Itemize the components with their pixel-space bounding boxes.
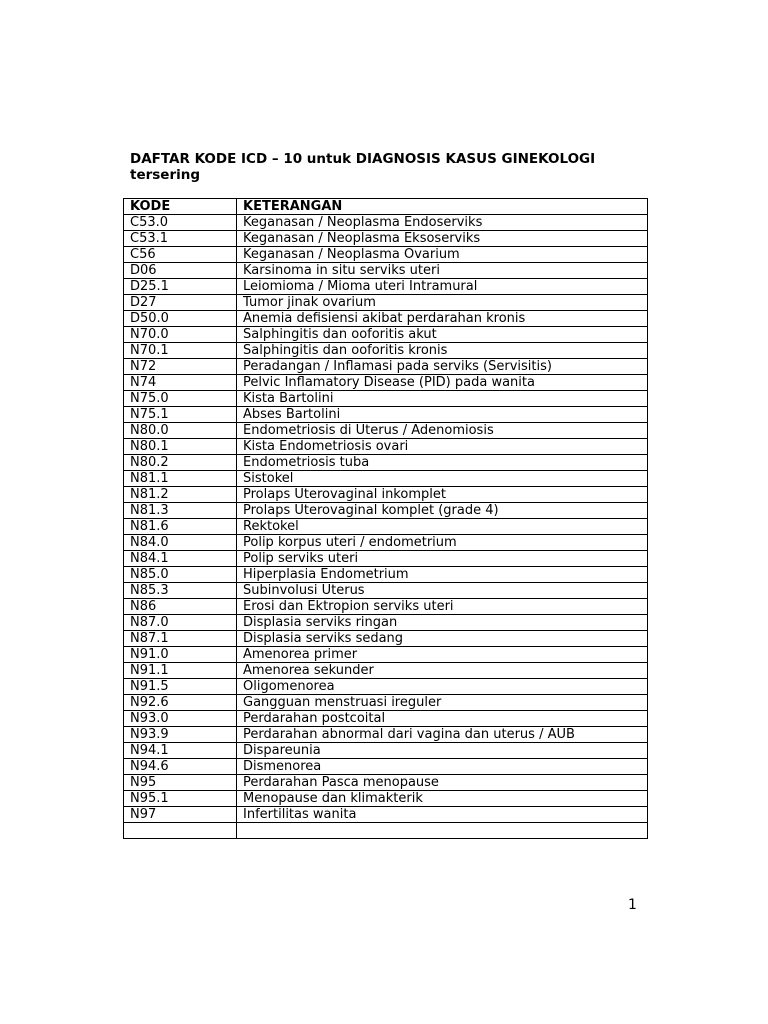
- cell-kode: N86: [124, 599, 237, 615]
- cell-kode: [124, 823, 237, 839]
- cell-kode: N91.1: [124, 663, 237, 679]
- cell-kode: N81.6: [124, 519, 237, 535]
- cell-kode: N95: [124, 775, 237, 791]
- cell-kode: N84.1: [124, 551, 237, 567]
- table-row: [124, 247, 648, 263]
- table-row: [124, 679, 648, 695]
- cell-keterangan: Karsinoma in situ serviks uteri: [237, 263, 648, 279]
- cell-keterangan: Dispareunia: [237, 743, 648, 759]
- cell-kode: N94.1: [124, 743, 237, 759]
- cell-keterangan: Subinvolusi Uterus: [237, 583, 648, 599]
- cell-kode: N80.0: [124, 423, 237, 439]
- table-row: [124, 791, 648, 807]
- cell-keterangan: Sistokel: [237, 471, 648, 487]
- cell-kode: C53.0: [124, 215, 237, 231]
- cell-kode: N81.1: [124, 471, 237, 487]
- cell-kode: N93.0: [124, 711, 237, 727]
- table-row: [124, 743, 648, 759]
- cell-keterangan: Endometriosis tuba: [237, 455, 648, 471]
- cell-keterangan: Displasia serviks ringan: [237, 615, 648, 631]
- table-row: [124, 567, 648, 583]
- cell-kode: N91.5: [124, 679, 237, 695]
- cell-kode: N85.3: [124, 583, 237, 599]
- table-row: [124, 487, 648, 503]
- cell-kode: D25.1: [124, 279, 237, 295]
- cell-kode: N80.1: [124, 439, 237, 455]
- cell-kode: C53.1: [124, 231, 237, 247]
- table-row: [124, 215, 648, 231]
- table-row: [124, 807, 648, 823]
- cell-keterangan: Keganasan / Neoplasma Eksoserviks: [237, 231, 648, 247]
- table-row: [124, 375, 648, 391]
- cell-keterangan: Infertilitas wanita: [237, 807, 648, 823]
- cell-kode: D27: [124, 295, 237, 311]
- table-row: [124, 343, 648, 359]
- cell-keterangan: [237, 823, 648, 839]
- cell-keterangan: Endometriosis di Uterus / Adenomiosis: [237, 423, 648, 439]
- table-row: [124, 599, 648, 615]
- cell-kode: N72: [124, 359, 237, 375]
- cell-kode: D06: [124, 263, 237, 279]
- table-body: [124, 215, 648, 839]
- cell-keterangan: Anemia defisiensi akibat perdarahan kronis: [237, 311, 648, 327]
- cell-keterangan: Keganasan / Neoplasma Ovarium: [237, 247, 648, 263]
- cell-keterangan: Perdarahan Pasca menopause: [237, 775, 648, 791]
- cell-kode: N75.1: [124, 407, 237, 423]
- document-title: DAFTAR KODE ICD – 10 untuk DIAGNOSIS KASUS GINEKOLOGI tersering: [130, 151, 596, 183]
- table-row: [124, 583, 648, 599]
- cell-keterangan: Perdarahan postcoital: [237, 711, 648, 727]
- page-number: 1: [628, 897, 637, 913]
- table-row: [124, 823, 648, 839]
- table-row: [124, 519, 648, 535]
- table-row: [124, 231, 648, 247]
- table-row: [124, 775, 648, 791]
- table-row: [124, 727, 648, 743]
- cell-keterangan: Prolaps Uterovaginal komplet (grade 4): [237, 503, 648, 519]
- table-row: [124, 647, 648, 663]
- cell-keterangan: Polip serviks uteri: [237, 551, 648, 567]
- table-row: [124, 407, 648, 423]
- table-row: [124, 615, 648, 631]
- cell-kode: N87.1: [124, 631, 237, 647]
- cell-keterangan: Dismenorea: [237, 759, 648, 775]
- table-row: [124, 279, 648, 295]
- table-row: [124, 471, 648, 487]
- cell-kode: N81.3: [124, 503, 237, 519]
- table-row: [124, 551, 648, 567]
- table-row: [124, 631, 648, 647]
- table-header-row: [124, 199, 648, 215]
- cell-keterangan: Erosi dan Ektropion serviks uteri: [237, 599, 648, 615]
- cell-kode: N81.2: [124, 487, 237, 503]
- cell-keterangan: Hiperplasia Endometrium: [237, 567, 648, 583]
- table-row: [124, 663, 648, 679]
- cell-kode: N92.6: [124, 695, 237, 711]
- table-row: [124, 503, 648, 519]
- cell-keterangan: Salphingitis dan ooforitis akut: [237, 327, 648, 343]
- cell-keterangan: Prolaps Uterovaginal inkomplet: [237, 487, 648, 503]
- table-row: [124, 295, 648, 311]
- cell-keterangan: Menopause dan klimakterik: [237, 791, 648, 807]
- cell-keterangan: Amenorea sekunder: [237, 663, 648, 679]
- table-row: [124, 439, 648, 455]
- table-row: [124, 327, 648, 343]
- cell-kode: N75.0: [124, 391, 237, 407]
- cell-kode: N93.9: [124, 727, 237, 743]
- cell-keterangan: Abses Bartolini: [237, 407, 648, 423]
- table-row: [124, 695, 648, 711]
- table-row: [124, 311, 648, 327]
- cell-kode: N87.0: [124, 615, 237, 631]
- cell-kode: N97: [124, 807, 237, 823]
- table-row: [124, 535, 648, 551]
- cell-kode: N84.0: [124, 535, 237, 551]
- cell-keterangan: Kista Bartolini: [237, 391, 648, 407]
- cell-keterangan: Amenorea primer: [237, 647, 648, 663]
- cell-kode: N94.6: [124, 759, 237, 775]
- cell-keterangan: Rektokel: [237, 519, 648, 535]
- cell-kode: N95.1: [124, 791, 237, 807]
- cell-keterangan: Kista Endometriosis ovari: [237, 439, 648, 455]
- cell-keterangan: Leiomioma / Mioma uteri Intramural: [237, 279, 648, 295]
- cell-kode: N91.0: [124, 647, 237, 663]
- cell-kode: N74: [124, 375, 237, 391]
- table-row: [124, 759, 648, 775]
- cell-kode: N80.2: [124, 455, 237, 471]
- header-keterangan: KETERANGAN: [237, 199, 648, 215]
- table-row: [124, 423, 648, 439]
- cell-kode: N70.1: [124, 343, 237, 359]
- cell-keterangan: Keganasan / Neoplasma Endoserviks: [237, 215, 648, 231]
- table-row: [124, 391, 648, 407]
- table-row: [124, 359, 648, 375]
- cell-kode: N70.0: [124, 327, 237, 343]
- cell-keterangan: Pelvic Inflamatory Disease (PID) pada wanita: [237, 375, 648, 391]
- cell-keterangan: Displasia serviks sedang: [237, 631, 648, 647]
- table-row: [124, 711, 648, 727]
- cell-keterangan: Peradangan / Inflamasi pada serviks (Servisitis): [237, 359, 648, 375]
- cell-keterangan: Gangguan menstruasi ireguler: [237, 695, 648, 711]
- cell-keterangan: Oligomenorea: [237, 679, 648, 695]
- table-row: [124, 455, 648, 471]
- icd-code-table: [123, 198, 648, 839]
- cell-keterangan: Perdarahan abnormal dari vagina dan uterus / AUB: [237, 727, 648, 743]
- cell-keterangan: Salphingitis dan ooforitis kronis: [237, 343, 648, 359]
- cell-keterangan: Polip korpus uteri / endometrium: [237, 535, 648, 551]
- cell-kode: N85.0: [124, 567, 237, 583]
- cell-keterangan: Tumor jinak ovarium: [237, 295, 648, 311]
- table-row: [124, 263, 648, 279]
- header-kode: KODE: [124, 199, 237, 215]
- cell-kode: C56: [124, 247, 237, 263]
- cell-kode: D50.0: [124, 311, 237, 327]
